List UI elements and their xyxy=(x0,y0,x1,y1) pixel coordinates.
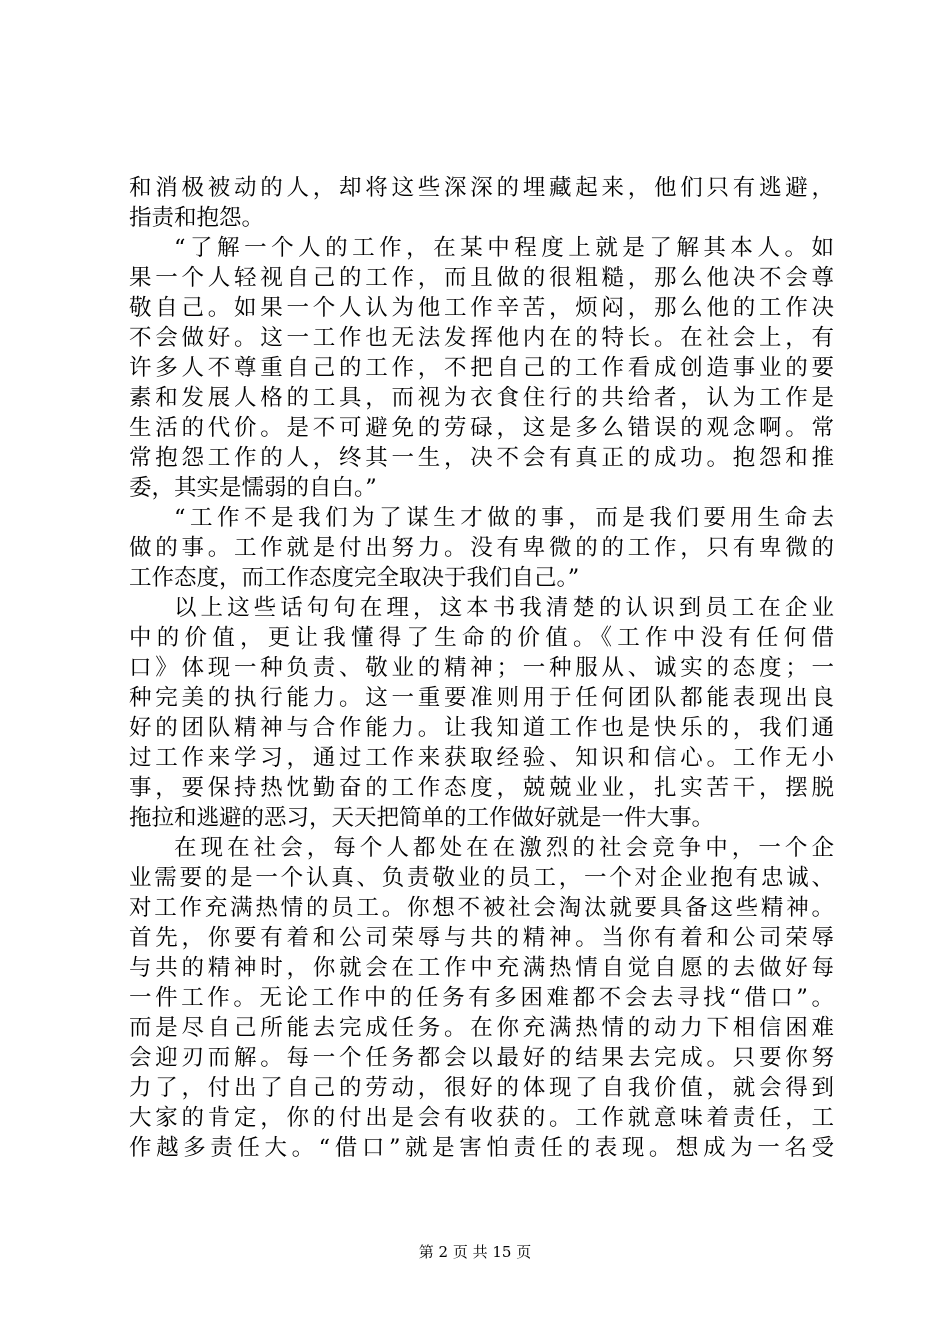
paragraph-line: 首先，你要有着和公司荣辱与共的精神。当你有着和公司荣辱 xyxy=(129,925,834,951)
paragraph-line: 中的价值，更让我懂得了生命的价值。《工作中没有任何借 xyxy=(129,625,834,651)
paragraph-line: 委，其实是懦弱的自白。” xyxy=(129,475,377,501)
paragraph-line: 许多人不尊重自己的工作，不把自己的工作看成创造事业的要 xyxy=(129,355,834,381)
paragraph-line: 过工作来学习，通过工作来获取经验、知识和信心。工作无小 xyxy=(129,745,834,771)
paragraph xyxy=(129,233,834,503)
paragraph-line: 口》体现一种负责、敬业的精神；一种服从、诚实的态度；一 xyxy=(129,655,834,681)
paragraph-line: 作越多责任大。“借口”就是害怕责任的表现。想成为一名受 xyxy=(129,1135,834,1161)
paragraph-line: 工作态度，而工作态度完全取决于我们自己。” xyxy=(129,565,580,591)
paragraph-line: 做的事。工作就是付出努力。没有卑微的的工作，只有卑微的 xyxy=(129,535,834,561)
paragraph-line: 指责和抱怨。 xyxy=(129,205,265,231)
paragraph-line: 业需要的是一个认真、负责敬业的员工，一个对企业抱有忠诚、 xyxy=(129,865,834,891)
paragraph-line: 一件工作。无论工作中的任务有多困难都不会去寻找“借口”。 xyxy=(129,985,834,1011)
paragraph-line: 而是尽自己所能去完成任务。在你充满热情的动力下相信困难 xyxy=(129,1015,834,1041)
paragraph-line: 大家的肯定，你的付出是会有收获的。工作就意味着责任，工 xyxy=(129,1105,834,1131)
paragraph-line: 不会做好。这一工作也无法发挥他内在的特长。在社会上，有 xyxy=(129,325,834,351)
paragraph-line: 生活的代价。是不可避免的劳碌，这是多么错误的观念啊。常 xyxy=(129,415,834,441)
paragraph-line: 和消极被动的人，却将这些深深的埋藏起来，他们只有逃避， xyxy=(129,175,834,201)
paragraph-line: 常抱怨工作的人，终其一生，决不会有真正的成功。抱怨和推 xyxy=(129,445,834,471)
paragraph-line: 种完美的执行能力。这一重要准则用于任何团队都能表现出良 xyxy=(129,685,834,711)
paragraph-line: 与共的精神时，你就会在工作中充满热情自觉自愿的去做好每 xyxy=(129,955,834,981)
paragraph-line: “了解一个人的工作，在某中程度上就是了解其本人。如 xyxy=(174,235,834,261)
document-body xyxy=(129,173,834,1163)
paragraph-line: 好的团队精神与合作能力。让我知道工作也是快乐的，我们通 xyxy=(129,715,834,741)
paragraph-line: 敬自己。如果一个人认为他工作辛苦，烦闷，那么他的工作决 xyxy=(129,295,834,321)
paragraph xyxy=(129,593,834,833)
paragraph-line: 素和发展人格的工具，而视为衣食住行的共给者，认为工作是 xyxy=(129,385,834,411)
paragraph-line: 事，要保持热忱勤奋的工作态度，兢兢业业，扎实苦干，摆脱 xyxy=(129,775,834,801)
paragraph xyxy=(129,503,834,593)
page-number-footer: 第 2 页 共 15 页 xyxy=(418,1243,532,1261)
paragraph-line: 对工作充满热情的员工。你想不被社会淘汰就要具备这些精神。 xyxy=(129,895,834,921)
paragraph-line: 在现在社会，每个人都处在在激烈的社会竞争中，一个企 xyxy=(174,835,834,861)
paragraph xyxy=(129,833,834,1163)
paragraph xyxy=(129,173,834,233)
paragraph-line: 会迎刃而解。每一个任务都会以最好的结果去完成。只要你努 xyxy=(129,1045,834,1071)
paragraph-line: 力了，付出了自己的劳动，很好的体现了自我价值，就会得到 xyxy=(129,1075,834,1101)
paragraph-line: 拖拉和逃避的恶习，天天把简单的工作做好就是一件大事。 xyxy=(129,805,715,831)
paragraph-line: 以上这些话句句在理，这本书我清楚的认识到员工在企业 xyxy=(174,595,834,621)
paragraph-line: 果一个人轻视自己的工作，而且做的很粗糙，那么他决不会尊 xyxy=(129,265,834,291)
paragraph-line: “工作不是我们为了谋生才做的事，而是我们要用生命去 xyxy=(174,505,834,531)
